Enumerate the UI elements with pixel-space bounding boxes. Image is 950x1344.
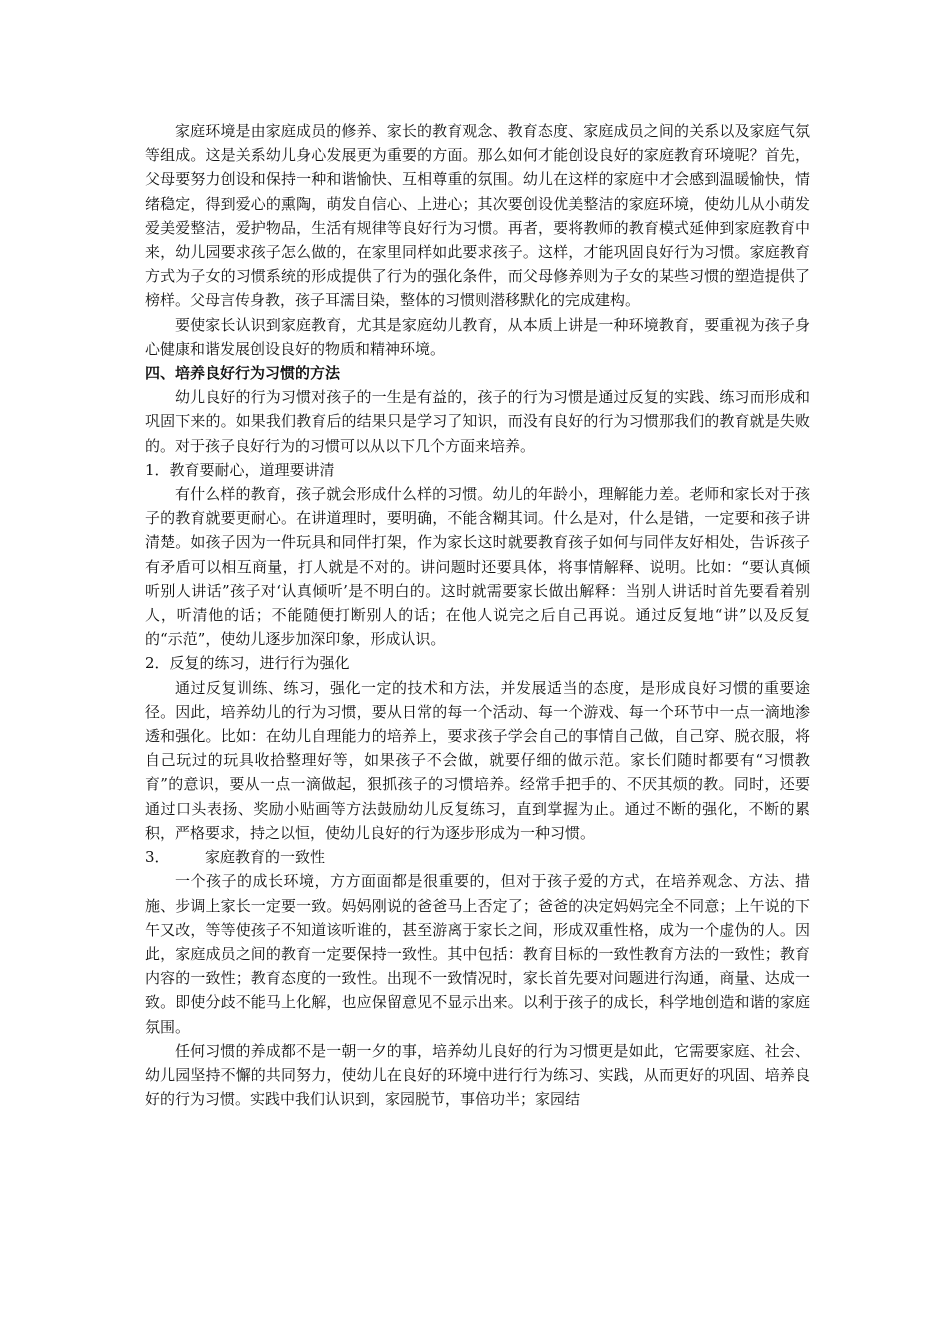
- document-page: [145, 119, 810, 1111]
- paragraph-consistency: 一个孩子的成长环境，方方面面都是很重要的，但对于孩子爱的方式，在培养观念、方法、措施、步调上家长一定要一致。妈妈刚说的爸爸马上否定了；爸爸的决定妈妈完全不同意；上午说的下午又改，等等使孩子不知道该听谁的，甚至游离于家长之间，形成双重性格，成为一个虚伪的人。因此，家庭成员之间的教育一定要保持一致性。其中包括：教育目标的一致性教育方法的一致性；教育内容的一致性；教育态度的一致性。出现不一致情况时，家长首先要对问题进行沟通，商量、达成一致。即使分歧不能马上化解，也应保留意见不显示出来。以利于孩子的成长，科学地创造和谐的家庭氛围。: [145, 872, 810, 1036]
- paragraph-habits-intro: 幼儿良好的行为习惯对孩子的一生是有益的，孩子的行为习惯是通过反复的实践、练习而形成和巩固下来的。如果我们教育后的结果只是学习了知识，而没有良好的行为习惯那我们的教育就是失败的。对于孩子良好行为的习惯可以从以下几个方面来培养。: [145, 388, 810, 455]
- paragraph-environment-education: 要使家长认识到家庭教育，尤其是家庭幼儿教育，从本质上讲是一种环境教育，要重视为孩子身心健康和谐发展创设良好的物质和精神环境。: [145, 315, 810, 358]
- paragraph-conclusion: 任何习惯的养成都不是一朝一夕的事，培养幼儿良好的行为习惯更是如此，它需要家庭、社会、幼儿园坚持不懈的共同努力，使幼儿在良好的环境中进行行为练习、实践，从而更好的巩固、培养良好的行为习惯。实践中我们认识到，家园脱节，事倍功半；家园结: [145, 1041, 810, 1109]
- subheading-practice: 2．反复的练习，进行行为强化: [145, 654, 350, 673]
- paragraph-patience: 有什么样的教育，孩子就会形成什么样的习惯。幼儿的年龄小，理解能力差。老师和家长对于孩子的教育就要更耐心。在讲道理时，要明确，不能含糊其词。什么是对，什么是错，一定要和孩子讲清楚。如孩子因为一件玩具和同伴打架，作为家长这时就要教育孩子如何与同伴友好相处，告诉孩子有矛盾可以相互商量，打人就是不对的。讲问题时还要具体，将事情解释、说明。比如：“要认真倾听别人讲话”孩子对‘认真倾听’是不明白的。这时就需要家长做出解释：当别人讲话时首先要看着别人，听清他的话；不能随便打断别人的话；在他人说完之后自己再说。通过反复地“讲”以及反复的“示范”，使幼儿逐步加深印象，形成认识。: [145, 485, 810, 649]
- subheading-consistency-number: 3．: [145, 848, 170, 867]
- section-heading-methods: 四、培养良好行为习惯的方法: [145, 364, 341, 383]
- subheading-patience: 1．教育要耐心，道理要讲清: [145, 460, 335, 479]
- subheading-consistency-text: 家庭教育的一致性: [205, 848, 326, 867]
- paragraph-practice: 通过反复训练、练习，强化一定的技术和方法，并发展适当的态度，是形成良好习惯的重要途径。因此，培养幼儿的行为习惯，要从日常的每一个活动、每一个游戏、每一个环节中一点一滴地渗透和强化。比如：在幼儿自理能力的培养上，要求孩子学会自己的事情自己做，自己穿、脱衣服，将自己玩过的玩具收拾整理好等，如果孩子不会做，就要仔细的做示范。家长们随时都要有“习惯教育”的意识，要从一点一滴做起，狠抓孩子的习惯培养。经常手把手的、不厌其烦的教。同时，还要通过口头表扬、奖励小贴画等方法鼓励幼儿反复练习，直到掌握为止。通过不断的强化，不断的累积，严格要求，持之以恒，使幼儿良好的行为逐步形成为一种习惯。: [145, 678, 810, 842]
- subheading-consistency: [145, 845, 810, 869]
- paragraph-family-environment: 家庭环境是由家庭成员的修养、家长的教育观念、教育态度、家庭成员之间的关系以及家庭气氛等组成。这是关系幼儿身心发展更为重要的方面。那么如何才能创设良好的家庭教育环境呢？首先，父母要努力创设和保持一种和谐愉快、互相尊重的氛围。幼儿在这样的家庭中才会感到温暖愉快，情绪稳定，得到爱心的熏陶，萌发自信心、上进心；其次要创设优美整洁的家庭环境，使幼儿从小萌发爱美爱整洁，爱护物品，生活有规律等良好行为习惯。再者，要将教师的教育模式延伸到家庭教育中来，幼儿园要求孩子怎么做的，在家里同样如此要求孩子。这样，才能巩固良好行为习惯。家庭教育方式为子女的习惯系统的形成提供了行为的强化条件，而父母修养则为子女的某些习惯的塑造提供了榜样。父母言传身教，孩子耳濡目染，整体的习惯则潜移默化的完成建构。: [145, 122, 810, 310]
